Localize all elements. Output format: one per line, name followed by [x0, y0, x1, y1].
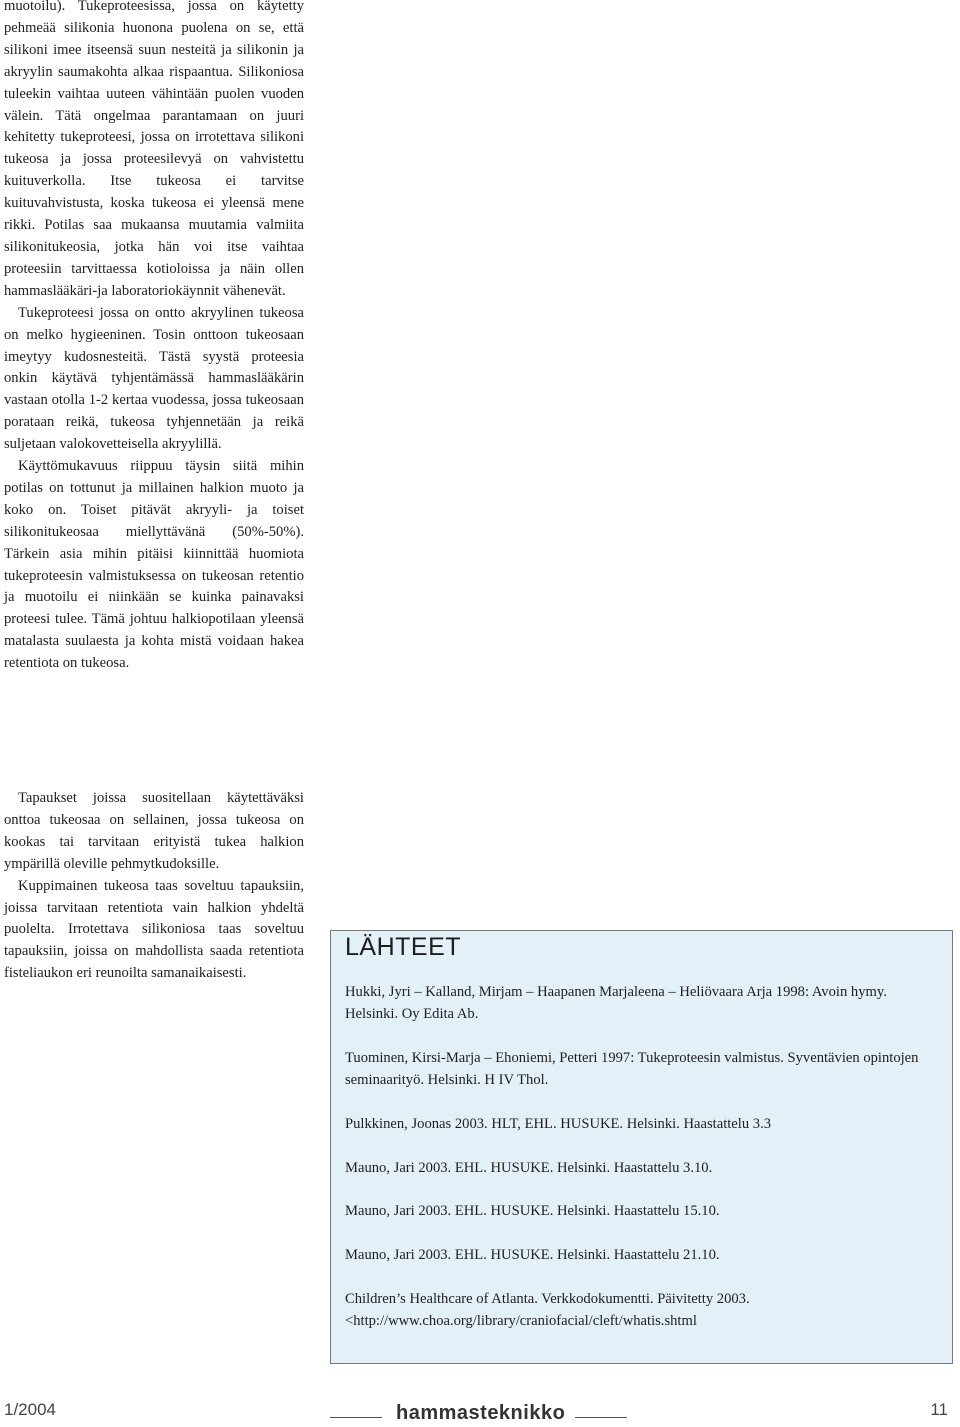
references-box [330, 930, 953, 1364]
page-number: 11 [930, 1400, 948, 1419]
reference-item: Hukki, Jyri – Kalland, Mirjam – Haapanen Marjaleena – Heliövaara Arja 1998: Avoin hymy. Helsinki. Oy Edita Ab. [345, 984, 887, 1022]
reference-item: Mauno, Jari 2003. EHL. HUSUKE. Helsinki. Haastattelu 3.10. [345, 1159, 713, 1176]
body-paragraph: Käyttömukavuus riippuu täysin siitä mihin potilas on tottunut ja millainen halkion muoto ja koko on. Toiset pitävät akryyli- ja toiset silikonitukeosaa miellyttävänä (50%-50%). Tärkein asia mihin pitäisi kiinnittää huomiota tukeproteesin valmistuksessa on tukeosan retentio ja muotoilu ei niinkään se kuinka painavaksi proteesi tulee. Tämä johtuu halkiopotilaan yleensä matalasta suulaesta ja kohta mistä voidaan hakea retentiota on tukeosa. [4, 458, 304, 672]
article-column-lower [4, 788, 304, 985]
article-column-upper [4, 0, 304, 675]
body-paragraph: Kuppimainen tukeosa taas soveltuu tapauksiin, joissa tarvitaan retentiota vain halkion yhdeltä puolelta. Irrotettava silikoniosa taas soveltuu tapauksiin, joissa on mahdollista saada retentiota fisteliaukon eri reunoilta samanaikaisesti. [4, 877, 304, 982]
reference-item: Tuominen, Kirsi-Marja – Ehoniemi, Petteri 1997: Tukeproteesin valmistus. Syventävien opintojen seminaarityö. Helsinki. H IV Thol. [345, 1049, 919, 1088]
reference-item: Mauno, Jari 2003. EHL. HUSUKE. Helsinki. Haastattelu 15.10. [345, 1203, 720, 1220]
reference-item: Pulkkinen, Joonas 2003. HLT, EHL. HUSUKE. Helsinki. Haastattelu 3.3 [345, 1115, 772, 1132]
issue-number: 1/2004 [4, 1400, 56, 1419]
body-paragraph: Tapaukset joissa suositellaan käytettäväksi onttoa tukeosaa on sellainen, jossa tukeosa on kookas tai tarvitaan erityistä tukea halkion ympärillä oleville pehmytkudoksille. [4, 790, 304, 872]
body-paragraph: Tukeproteesi jossa on ontto akryylinen tukeosa on melko hygieeninen. Tosin onttoon tukeosaan imeytyy kudosnesteitä. Tästä syystä proteesia onkin käytävä tyhjentämässä hammaslääkärin vastaan otolla 1-2 kertaa vuodessa, jossa tukeosaan porataan reikä, tukeosa tyhjennetään ja reikä suljetaan valokovetteisella akryylillä. [4, 304, 304, 453]
body-paragraph: muotoilu). Tukeproteesissa, jossa on käytetty pehmeää silikonia huonona puolena on se, että silikoni imee itseensä suun nesteitä ja silikonin ja akryylin saumakohta alkaa rispaantua. Silikoniosa tuleekin vaihtaa uuteen vähintään puolen vuoden välein. Tätä ongelmaa parantamaan on juuri kehitetty tukeproteesi, jossa on irrotettava silikoni tukeosa ja jossa proteesilevyä on vahvistettu kuituverkolla. Itse tukeosa ei tarvitse kuituvahvistusta, koska tukeosa ei yleensä mene rikki. Potilas saa mukaansa muutamia valmiita silikonitukeosia, jotka hän voi itse vaihtaa proteesiin tarvittaessa kotioloissa ja näin ollen hammaslääkäri-ja laboratoriokäynnit vähenevät. [4, 0, 304, 299]
footer-rule-right [575, 1417, 627, 1418]
references-heading: LÄHTEET [345, 933, 462, 961]
references-list [345, 982, 922, 1355]
publication-logo: hammasteknikko [396, 1402, 566, 1424]
footer-rule-left [330, 1417, 382, 1418]
reference-item: Mauno, Jari 2003. EHL. HUSUKE. Helsinki. Haastattelu 21.10. [345, 1247, 720, 1264]
reference-item: Children’s Healthcare of Atlanta. Verkkodokumentti. Päivitetty 2003. <http://www.choa.org/library/craniofacial/cleft/whatis.shtml [345, 1291, 750, 1330]
